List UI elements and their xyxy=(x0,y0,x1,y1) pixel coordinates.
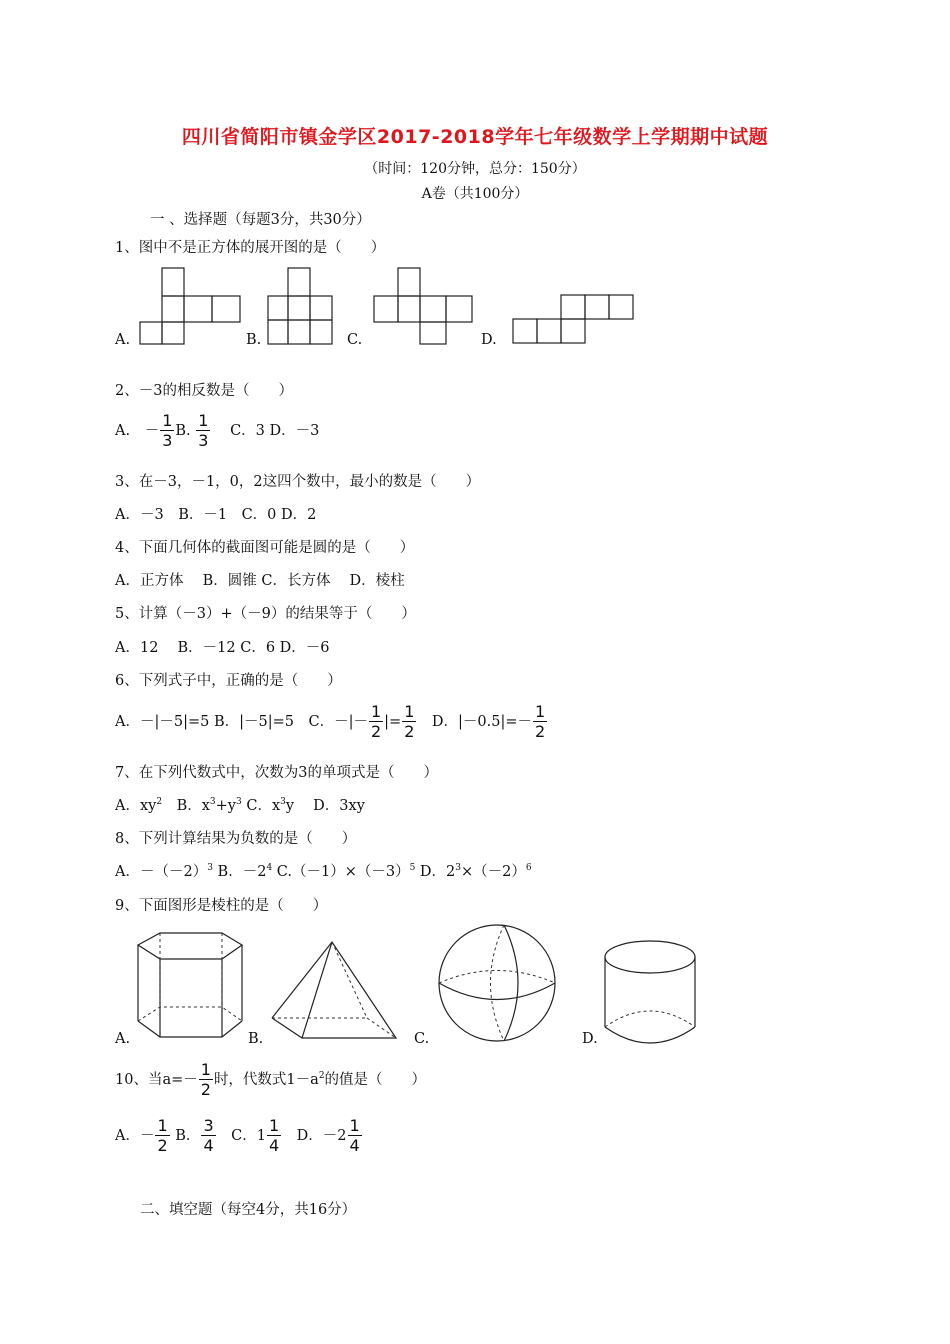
q7-options xyxy=(115,794,365,815)
q8-c: C.（－1）×（－3） xyxy=(272,864,410,880)
q2-a-den: 3 xyxy=(162,431,173,450)
q10-stem-num: 1 xyxy=(200,1060,211,1079)
q8-a: A．－（－2） xyxy=(115,864,208,880)
q8-options xyxy=(115,860,532,881)
q8-a-exp: 3 xyxy=(207,863,213,874)
q8-c-exp: 5 xyxy=(409,863,416,874)
q10-options xyxy=(115,1118,363,1154)
q2-a-label: A. xyxy=(115,423,131,439)
q7-b-mid: +y xyxy=(215,798,236,814)
q7-stem: 7、在下列代数式中，次数为3的单项式是（ ） xyxy=(115,765,438,781)
part1-heading: 一 、选择题（每题3分，共30分） xyxy=(150,212,371,228)
q6-d-den: 2 xyxy=(535,722,546,741)
part2-heading: 二、填空题（每空4分，共16分） xyxy=(140,1202,357,1218)
q2-stem: 2、－3的相反数是（ ） xyxy=(115,383,293,399)
q6-c2-den: 2 xyxy=(404,722,415,741)
q2-b-den: 3 xyxy=(198,431,209,450)
q1-option-a: A. xyxy=(115,332,131,348)
q10-a-num: 1 xyxy=(157,1116,168,1135)
q6-c2-num: 1 xyxy=(404,702,415,721)
q2-options xyxy=(115,413,319,449)
q2-b-num: 1 xyxy=(198,411,209,430)
q7-c: C．x xyxy=(241,798,281,814)
q3-stem: 3、在－3，－1，0，2这四个数中，最小的数是（ ） xyxy=(115,474,481,490)
q7-b-exp1: 3 xyxy=(209,797,216,808)
q1-option-b: B. xyxy=(246,332,262,348)
q10-stem-den: 2 xyxy=(200,1080,211,1099)
q4-options: A．正方体 B．圆锥 C．长方体 D．棱柱 xyxy=(115,573,405,589)
sphere-figure xyxy=(432,918,562,1048)
q10-d-num: 1 xyxy=(349,1116,360,1135)
q6-c-den: 2 xyxy=(370,722,382,741)
q7-c-tail: y D．3xy xyxy=(285,798,365,814)
q2-a-num: 1 xyxy=(162,411,173,430)
q10-d: D．－2 xyxy=(282,1128,347,1144)
hexagonal-prism-figure xyxy=(130,925,250,1050)
net-figure-c xyxy=(368,262,483,350)
q6-c-mid: |= xyxy=(384,714,402,730)
q10-d-den: 4 xyxy=(349,1136,360,1155)
q6-abc-text: A．－|－5|=5 B．|－5|=5 C．－|－ xyxy=(115,714,368,730)
q8-d-tail: ×（－2） xyxy=(461,864,526,880)
exam-title: 四川省简阳市镇金学区2017-2018学年七年级数学上学期期中试题 xyxy=(181,126,769,148)
q10-d-fraction xyxy=(348,1118,362,1154)
q5-stem: 5、计算（－3）+（－9）的结果等于（ ） xyxy=(115,606,416,622)
q10-a: A．－ xyxy=(115,1128,155,1144)
q8-b: B．－2 xyxy=(212,864,267,880)
q7-a: A．xy xyxy=(115,798,157,814)
q9-stem: 9、下面图形是棱柱的是（ ） xyxy=(115,898,328,914)
q9-option-d: D. xyxy=(582,1031,598,1047)
q8-stem: 8、下列计算结果为负数的是（ ） xyxy=(115,831,357,847)
q10-stem-pre: 10、当a=－ xyxy=(115,1072,198,1088)
q1-option-c: C. xyxy=(347,332,363,348)
q6-d-num: 1 xyxy=(535,702,546,721)
q6-c-num: 1 xyxy=(370,702,382,721)
q10-a-fraction xyxy=(155,1118,169,1154)
q10-c-fraction xyxy=(267,1118,281,1154)
q10-b-den: 4 xyxy=(203,1136,214,1155)
q10-stem-exp: 2 xyxy=(318,1071,325,1082)
q3-options: A．－3 B．－1 C．0 D．2 xyxy=(115,507,317,523)
q7-c-exp: 3 xyxy=(280,797,286,808)
q2-b-label: B. xyxy=(175,423,191,439)
q10-c-den: 4 xyxy=(268,1136,280,1155)
q2-b-fraction xyxy=(196,413,210,449)
q9-option-c: C. xyxy=(414,1031,430,1047)
q2-cd-options: C．3 D．－3 xyxy=(230,423,320,439)
q10-b-fraction xyxy=(201,1118,215,1154)
q10-c-num: 1 xyxy=(268,1116,280,1135)
pyramid-figure xyxy=(262,930,412,1045)
net-figure-b xyxy=(262,262,352,350)
q10-c: C．1 xyxy=(216,1128,266,1144)
net-figure-d xyxy=(505,285,645,351)
q5-options: A．12 B．－12 C．6 D．－6 xyxy=(115,640,330,656)
q2-a-fraction xyxy=(160,413,174,449)
q6-stem: 6、下列式子中，正确的是（ ） xyxy=(115,673,342,689)
q10-stem xyxy=(115,1062,426,1098)
time-info: （时间：120分钟，总分：150分） xyxy=(364,161,586,177)
q10-b-num: 3 xyxy=(203,1116,214,1135)
q6-d-fraction xyxy=(533,704,547,740)
section-a-label: A卷（共100分） xyxy=(421,186,529,202)
q9-option-a: A. xyxy=(115,1031,131,1047)
q10-stem-tail: 的值是（ ） xyxy=(324,1072,427,1088)
q1-stem: 1、图中不是正方体的展开图的是（ ） xyxy=(115,240,386,256)
q1-option-d: D. xyxy=(481,332,497,348)
net-figure-a xyxy=(130,262,245,350)
q10-b: B． xyxy=(170,1128,201,1144)
q7-b-exp2: 3 xyxy=(236,797,242,808)
q6-c-fraction xyxy=(369,704,383,740)
q8-d-exp: 3 xyxy=(455,863,462,874)
q7-a-exp: 2 xyxy=(156,797,163,808)
q10-stem-post: 时，代数式1－a xyxy=(213,1072,319,1088)
q7-b: B．x xyxy=(162,798,210,814)
q6-d-text: D．|－0.5|=－ xyxy=(417,714,532,730)
q10-a-den: 2 xyxy=(157,1136,168,1155)
q8-d-exp2: 6 xyxy=(525,863,532,874)
cylinder-figure xyxy=(600,935,705,1050)
q9-option-b: B. xyxy=(248,1031,264,1047)
q8-d: D．2 xyxy=(415,864,456,880)
q4-stem: 4、下面几何体的截面图可能是圆的是（ ） xyxy=(115,540,415,556)
q2-a-sign: － xyxy=(144,423,160,439)
q6-c2-fraction xyxy=(402,704,416,740)
q8-b-exp: 4 xyxy=(266,863,273,874)
q6-options xyxy=(115,704,548,740)
q10-stem-fraction xyxy=(199,1062,213,1098)
